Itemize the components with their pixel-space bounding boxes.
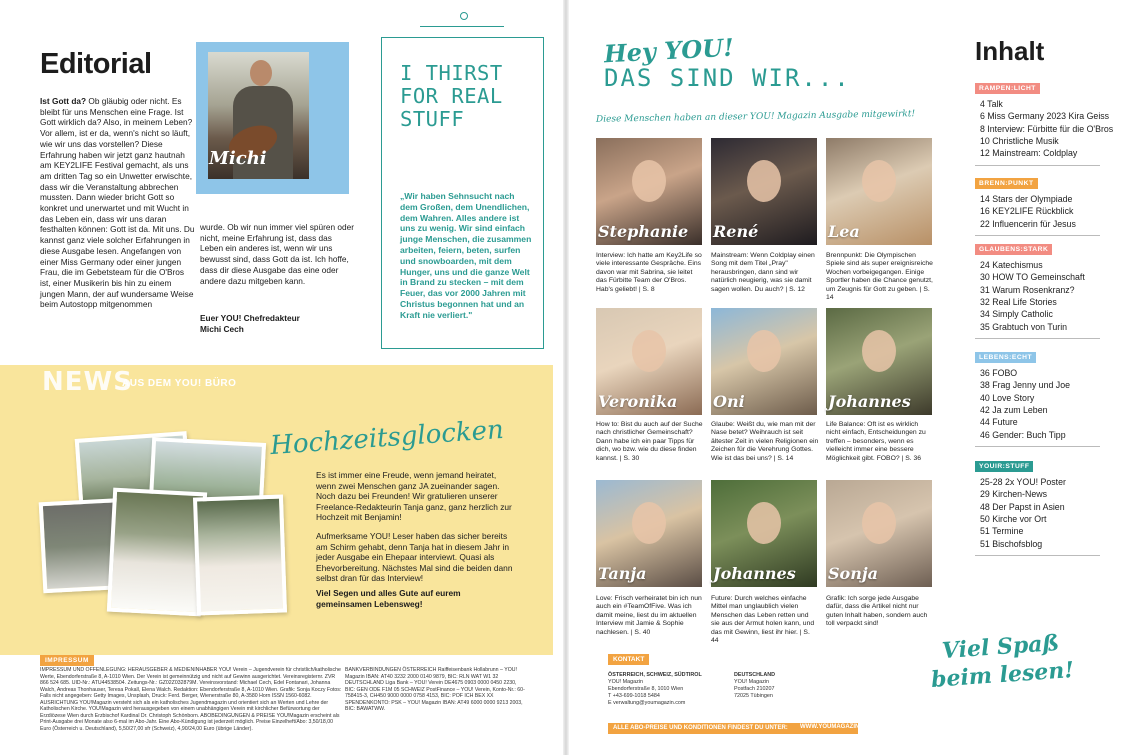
team-member-name: Tanja xyxy=(598,564,647,583)
toc-item[interactable]: 16 KEY2LIFE Rückblick xyxy=(980,206,1074,217)
toc-item[interactable]: 4 Talk xyxy=(980,99,1003,109)
wedding-photo-4 xyxy=(107,488,207,617)
team-member-name: Johannes xyxy=(713,564,796,583)
kontakt-line: YOU! Magazin xyxy=(608,679,644,685)
abo-bar: ALLE ABO-PREISE UND KONDITIONEN FINDEST DU UNTER: xyxy=(608,723,858,734)
toc-item[interactable]: 31 Warum Rosenkranz? xyxy=(980,284,1075,295)
editor-photo-label: Michi xyxy=(209,148,267,169)
toc-item[interactable]: 12 Mainstream: Coldplay xyxy=(980,148,1078,159)
toc-item[interactable]: 35 Grabtuch von Turin xyxy=(980,321,1068,332)
photo-head xyxy=(250,60,272,86)
kontakt-phone: T +43-699-1018 5484 xyxy=(608,693,660,699)
team-member-name: Veronika xyxy=(598,392,678,411)
photo-face xyxy=(862,330,896,372)
team-member-text: Love: Frisch verheiratet bin ich nun auch ein #TeamOfFive. Was ich damit meine, liest du im aktuellen Interview mit Jamie & Sophie nachlesen. | S. 40 xyxy=(596,595,702,636)
toc-item[interactable]: 6 Miss Germany 2023 Kira Geiss xyxy=(980,111,1110,122)
team-member-name: Stephanie xyxy=(598,222,689,241)
team-member-name: René xyxy=(713,222,759,241)
toc-item[interactable]: 40 Love Story xyxy=(980,392,1035,403)
page-fold xyxy=(563,0,569,755)
toc-item[interactable]: 50 Kirche vor Ort xyxy=(980,513,1047,524)
kontakt-email[interactable]: E verwaltung@youmagazin.com xyxy=(608,700,686,706)
photo-face xyxy=(747,502,781,544)
team-member-text: Brennpunkt: Die Olympischen Spiele sind als super ereignisreiche Wochen vorbeigegangen. Einige Sportler haben die Chance genutzt, um Zeugnis für Gott zu geben. | S. 14 xyxy=(826,252,933,302)
toc-item[interactable]: 22 Influencerin für Jesus xyxy=(980,218,1076,229)
kontakt-line: Ebendorferstraße 8, 1010 Wien xyxy=(608,686,684,692)
closing-message xyxy=(928,628,1075,694)
toc-item[interactable]: 8 Interview: Fürbitte für die O'Bros xyxy=(980,123,1114,134)
photo-face xyxy=(632,330,666,372)
photo-face xyxy=(862,160,896,202)
toc-item[interactable]: 42 Ja zum Leben xyxy=(980,404,1048,415)
toc-item[interactable]: 38 Frag Jenny und Joe xyxy=(980,380,1070,391)
team-member-text: Life Balance: Oft ist es wirklich nicht einfach, Entscheidungen zu treffen – besonders, wenn es vielleicht immer eine bessere Möglichkeit gibt. FOBO? | S. 36 xyxy=(826,421,926,462)
editorial-body xyxy=(40,96,195,310)
toc-item[interactable]: 10 Christliche Musik xyxy=(980,135,1059,146)
wedding-paragraph-2: Aufmerksame YOU! Leser haben das sicher bereits am Schirm gehabt, denn Tanja hat in diesem Jahr in jeder Ausgabe ein Ehepaar interviewt. Quasi als Ehevorbereitung. Nächstes Mal sind die beiden dann selbst dran für das Interview! xyxy=(316,531,513,583)
toc-item[interactable]: 14 Stars der Olympiade xyxy=(980,194,1073,204)
toc-item[interactable]: 29 Kirchen-News xyxy=(980,489,1047,500)
toc-item[interactable]: 34 Simply Catholic xyxy=(980,309,1053,320)
toc-title: Inhalt xyxy=(975,36,1045,66)
photo-face xyxy=(862,502,896,544)
team-hey-title: Hey YOU! xyxy=(603,32,735,69)
team-title: DAS SIND WIR... xyxy=(604,64,851,92)
news-subtitle: AUS DEM YOU! BÜRO xyxy=(122,378,237,389)
quote-text: „Wir haben Sehnsucht nach dem Großen, dem Unendlichen, dem Wahren. Alles andere ist uns zu wenig. Wir sind einfach junge Menschen, die zusammen arbeiten, feiern, beten, surfen und snowboarden, mit dem Hunger, uns und die ganze Welt in Brand zu stecken – mit dem Feuer, das vor 2000 Jahren mit Christus begonnen hat und an Kraft nie verliert." xyxy=(400,191,532,320)
kontakt-germany-head: DEUTSCHLAND xyxy=(734,672,776,678)
wedding-photo-5 xyxy=(193,494,287,615)
toc-item[interactable]: 46 Gender: Buch Tipp xyxy=(980,429,1066,440)
toc-section-label: YOUIR:STUFF xyxy=(975,461,1033,472)
toc-section-label: LEBENS:ECHT xyxy=(975,352,1036,363)
editorial-title: Editorial xyxy=(40,48,152,80)
impressum-label: IMPRESSUM xyxy=(40,655,94,666)
toc-item[interactable]: 32 Real Life Stories xyxy=(980,296,1057,307)
editorial-lead: Ist Gott da? xyxy=(40,96,87,106)
impressum-text: IMPRESSUM UND OFFENLEGUNG: HERAUSGEBER & MEDIENINHABER YOU! Verein – Jugendverein für christlich/katholische Werte, Ebendorferstraße 8, A-1010 Wien. Der Verein ist gemeinnützig und nicht auf Gewinn ausgerichtet. Vereinsregisternr. ZVR 866 524 685. UID-Nr.: ATU44538504. Zeitungs-Nr.: GZ02Z032879M. Vereinsvorstand: Michael Cech, Edel Fontanari, Johanna Walch, Andreas Thonhauser, Teresa Pokall, Elena Walch. Redaktion: Ebendorferstraße 8, A-1010 Wien. Grafik: Sonja Koczy Fotos: Falls nicht angegeben: Getty Images, Unsplash, Druck: Ferd. Berger, Wienerstraße 80, A-3580 Horn ISSN 1560-6082. AUSRICHTUNG YOU!Magazin versteht sich als ein katholisches Jugendmagazin und orientiert sich an Werten und Lehre der Katholischen Kirche. YOU!Magazin wird herausgegeben von einem unabhängigen Verein mit kirchlicher Befürwortung der Erzdiözese Wien durch Erzbischof Kardinal Dr. Christoph Schönborn. ABOBEDINGUNGEN & PREISE YOU!Magazin erscheint als Print-Ausgabe drei Monate also 6-mal im Abo-Jahr. Eine Abo-Kündigung ist jederzeit möglich. Preise Einzelheft/Abo: 3,50/18,00 Euro (Österreich u. Deutschland), 5,50/27,00 sfr (Schweiz), 4,90/24,00 Euro (übrige Länder). xyxy=(40,667,342,732)
team-member-text: Mainstream: Wenn Coldplay einen Song mit dem Titel „Pray" herausbringen, dann sind wir natürlich neugierig, was sie damit sagen wollen. Du auch? | S. 12 xyxy=(711,252,815,293)
team-member-name: Lea xyxy=(828,222,860,241)
editorial-body-text: Ob gläubig oder nicht. Es bleibt für uns Menschen eine Frage. Ist Gott wirklich da? Also, in meinem Leben? Vor allem, ist er da, wenn's nicht so läuft, wie wir uns das vorstellen? Diese Erfahrung haben wir jetzt ganz hautnah am KEY2LIFE Festival gemacht, als uns am dritten Tag so ein Unwetter erwischte, dass wir die Veranstaltung abbrechen mussten. Dann wieder bricht Gott so konkret und unerwartet und mit Wucht in das Leben ein, dass wir uns daran festhalten können: Gott ist da. Mit uns. Du kannst ganz viele solcher Erfahrungen in diese Ausgabe lesen. Angefangen von einer Miss Germany oder einer jungen Frau, die im Gebetsteam für die O'Bros ist, einer Musikerin bis hin zu einem jungen Mann, der auf wundersame Weise beim Autostopp mitgenommen xyxy=(40,96,195,310)
toc-section-label: GLAUBENS:STARK xyxy=(975,244,1052,255)
closing-line-1: Viel Spaß xyxy=(941,629,1060,665)
toc-divider xyxy=(975,338,1100,339)
toc-section-label: RAMPEN:LICHT xyxy=(975,83,1040,94)
bank-details: BANKVERBINDUNGEN ÖSTERREICH Raiffeisenbank Hollabrunn – YOU! Magazin IBAN: AT40 3232 2000 0140 9879, BIC: RLN WAT W1 32 DEUTSCHLAND Liga Bank – YOU! Verein DE4675 0903 0000 0450 2230, BIC: GEN ODE F1M 05 SCHWEIZ PostFinance – YOU! Verein, Konto-Nr.: 60-758415-3, CH450 9000 0000 0758 4153, BIC: POF ICH BEX XX SPENDENKONTO: PSK – YOU! Magazin IBAN: AT49 6000 0000 9213 2003, BIC: BAWATWW. xyxy=(345,667,525,712)
team-member-text: Glaube: Weißt du, wie man mit der Nase betet? Weihrauch ist seit ältester Zeit in vielen Religionen ein Zeichen für die Verehrung Gottes. Wie ist das bei uns? | S. 14 xyxy=(711,421,819,462)
team-member-name: Johannes xyxy=(828,392,911,411)
signature-name: Michi Cech xyxy=(200,324,244,334)
photo-face xyxy=(747,330,781,372)
kontakt-austria-head: ÖSTERREICH, SCHWEIZ, SÜDTIROL xyxy=(608,672,702,678)
photo-face xyxy=(632,160,666,202)
toc-item[interactable]: 36 FOBO xyxy=(980,368,1018,378)
team-member-text: Grafik: Ich sorge jede Ausgabe dafür, dass die Artikel nicht nur guten Inhalt haben, sondern auch toll verpackt sind! xyxy=(826,595,928,628)
toc-item[interactable]: 48 Der Papst in Asien xyxy=(980,501,1065,512)
website-link[interactable]: WWW.YOUMAGAZIN.COM xyxy=(800,724,875,730)
wedding-headline: Hochzeitsglocken xyxy=(269,414,505,462)
team-member-name: Sonja xyxy=(828,564,879,583)
quote-title: I THIRST FOR REAL STUFF xyxy=(400,61,503,131)
wedding-paragraph-3: Viel Segen und alles Gute auf eurem gemeinsamen Lebensweg! xyxy=(316,588,461,609)
toc-divider xyxy=(975,235,1100,236)
toc-item[interactable]: 24 Katechismus xyxy=(980,260,1043,270)
team-member-name: Oni xyxy=(713,392,745,411)
toc-divider xyxy=(975,555,1100,556)
editorial-body-continued: wurde. Ob wir nun immer viel spüren oder nicht, meine Erfahrung ist, dass das Leben ein anderes ist, wenn wir uns bewusst sind, dass Gott da ist. Ich hoffe, dass dir diese Ausgabe das eine oder andere dazu mitgeben kann. xyxy=(200,222,355,286)
toc-item[interactable]: 51 Bischofsblog xyxy=(980,538,1043,549)
kontakt-label: KONTAKT xyxy=(608,654,649,665)
photo-face xyxy=(747,160,781,202)
kontakt-line: YOU! Magazin xyxy=(734,679,770,685)
closing-line-2: beim lesen! xyxy=(930,657,1075,693)
editorial-signature xyxy=(200,313,300,335)
wedding-paragraph-1: Es ist immer eine Freude, wenn jemand heiratet, wenn zwei Menschen ganz JA zueinander sagen. Noch dazu bei Freunden! Wir gratulieren unserer Freelance-Redakteurin Tanja ganz, ganz herzlich zur Hochzeit mit Benjamin! xyxy=(316,470,512,522)
team-tagline: Diese Menschen haben an dieser YOU! Magazin Ausgabe mitgewirkt! xyxy=(595,109,916,125)
kontakt-line: 72025 Tübingen xyxy=(734,693,773,699)
toc-item[interactable]: 25-28 2x YOU! Poster xyxy=(980,477,1066,487)
toc-section-label: BRENN:PUNKT xyxy=(975,178,1038,189)
team-member-text: Interview: Ich hatte am Key2Life so viele interessante Gespräche. Eins davon war mit Sabrina, sie leitet das Fürbitte Team der O'Bros. Hab's geliebt! | S. 8 xyxy=(596,252,702,293)
news-title: NEWS xyxy=(42,367,133,397)
kontakt-line: Postfach 210207 xyxy=(734,686,775,692)
toc-item[interactable]: 44 Future xyxy=(980,417,1018,428)
toc-item[interactable]: 51 Termine xyxy=(980,526,1024,537)
kontakt-austria xyxy=(608,672,738,707)
signature-role: Euer YOU! Chefredakteur xyxy=(200,313,300,323)
team-member-text: How to: Bist du auch auf der Suche nach christlicher Gemeinschaft? Dann habe ich ein paar Tipps für dich, wo bzw. wie du diese finden kannst. | S. 30 xyxy=(596,421,703,462)
kontakt-germany xyxy=(734,672,824,700)
photo-face xyxy=(632,502,666,544)
toc-item[interactable]: 30 HOW TO Gemeinschaft xyxy=(980,272,1085,283)
toc-divider xyxy=(975,446,1100,447)
toc-divider xyxy=(975,165,1100,166)
team-member-text: Future: Durch welches einfache Mittel man unglaublich vielen Menschen das Leben retten und sie aus der Armut holen kann, und das mit Gewinn, liest ihr hier. | S. 44 xyxy=(711,595,815,645)
